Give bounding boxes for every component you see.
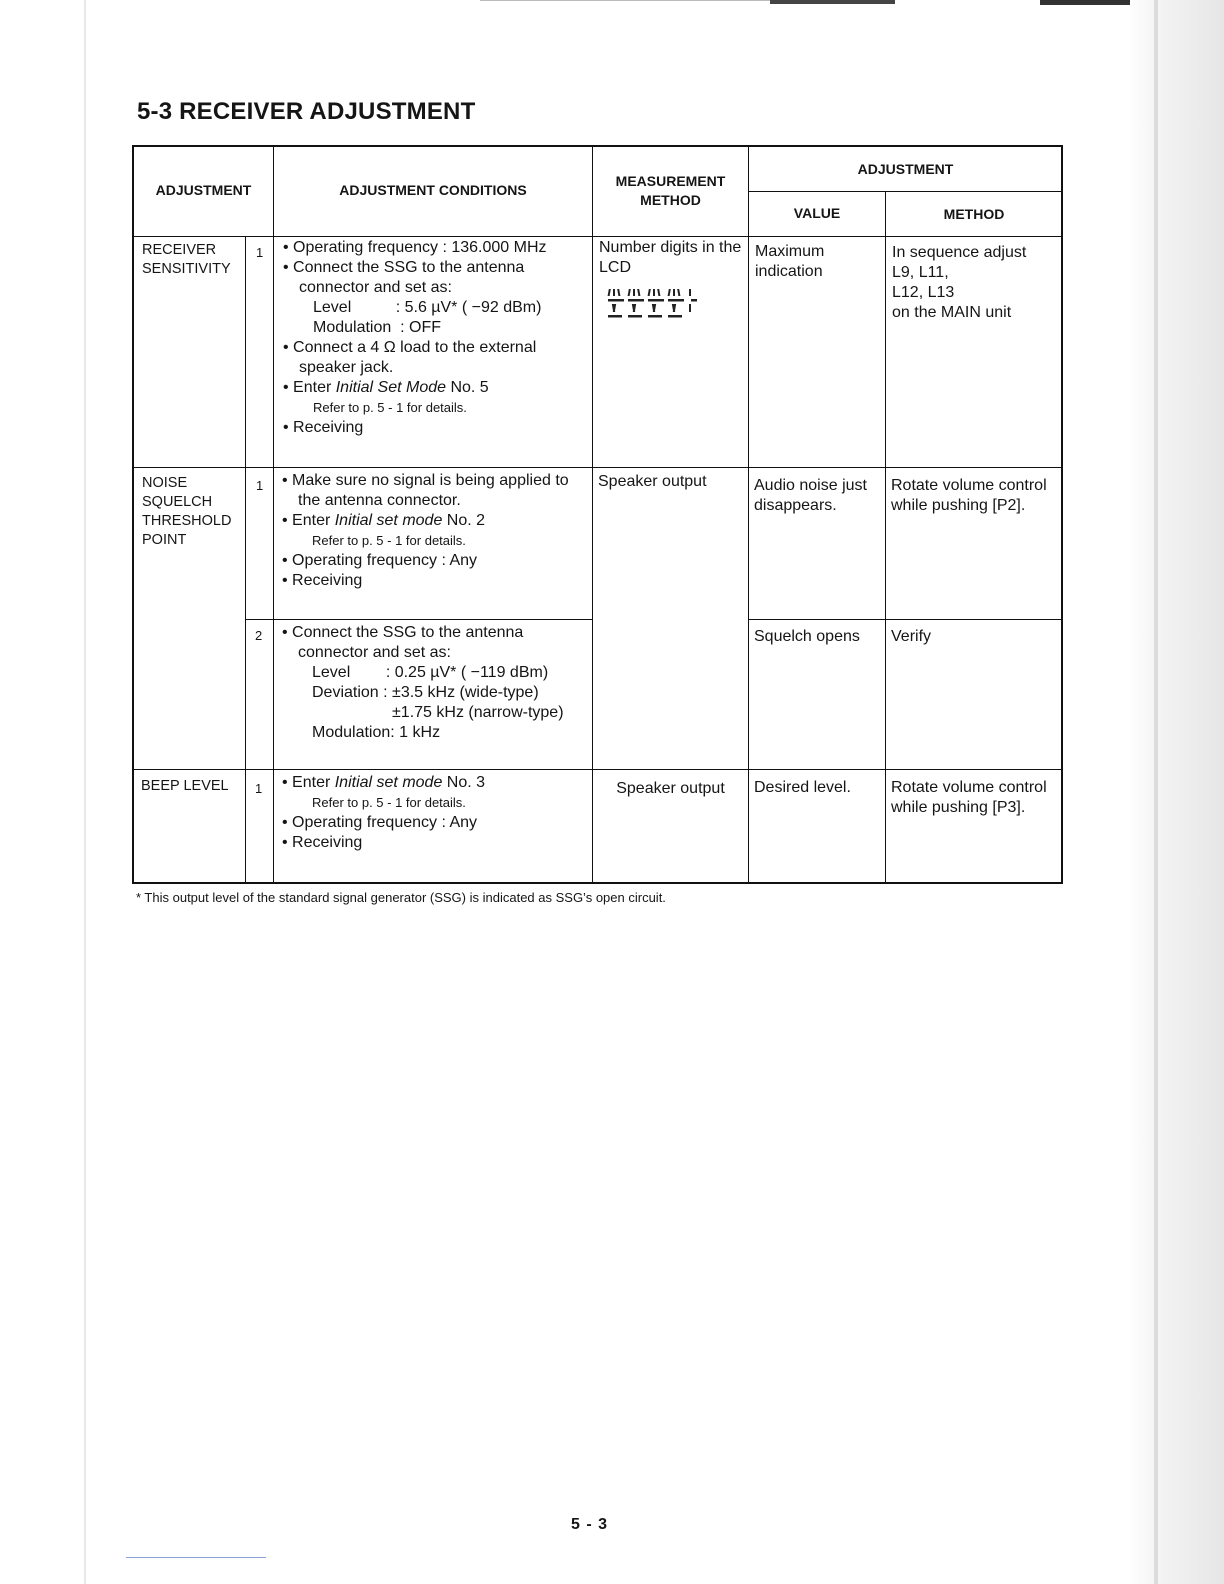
condition-item: • Operating frequency : 136.000 MHz — [283, 239, 547, 256]
row-label-receiver-sensitivity — [142, 241, 242, 279]
condition-item: • Enter Initial set mode No. 2 — [282, 512, 486, 529]
scan-top-mark — [1040, 0, 1130, 5]
table-divider — [592, 146, 593, 883]
condition-refer: Refer to p. 5 - 1 for details. — [313, 400, 467, 415]
condition-text: Connect a 4 Ω load to the external speaker jack. — [293, 339, 537, 376]
condition-modulation: Modulation : OFF — [313, 319, 442, 336]
conditions-receiver-sensitivity — [283, 238, 583, 438]
step-number: 2 — [255, 628, 263, 643]
scan-top-line — [480, 0, 770, 1]
condition-prefix: Enter — [292, 774, 335, 791]
table-divider — [245, 619, 593, 620]
lcd-all-segments-icon — [605, 288, 705, 328]
condition-refer: Refer to p. 5 - 1 for details. — [312, 533, 466, 548]
step-number: 1 — [256, 245, 264, 260]
table-divider — [748, 146, 749, 883]
conditions-beep-level — [282, 773, 588, 853]
condition-item: • Receiving — [282, 834, 363, 851]
method-line: L12, L13 — [892, 284, 955, 301]
header-adjustment: ADJUSTMENT — [155, 182, 252, 198]
footnote: * This output level of the standard signal generator (SSG) is indicated as SSG’s open circuit. — [136, 890, 666, 905]
condition-deviation: Deviation : ±3.5 kHz (wide-type) — [312, 684, 539, 701]
step-number: 1 — [256, 478, 264, 493]
condition-item: • Make sure no signal is being applied to the antenna connector. — [282, 472, 569, 509]
header-method: METHOD — [943, 206, 1005, 222]
condition-level: Level : 0.25 µV* ( −119 dBm) — [312, 664, 549, 681]
header-measurement-method — [593, 172, 748, 210]
value-receiver-sensitivity: Maximum indication — [755, 243, 825, 280]
row-label-beep-level: BEEP LEVEL — [141, 778, 229, 794]
row-label-noise-squelch-threshold-point — [142, 474, 242, 550]
condition-suffix: No. 2 — [442, 512, 486, 529]
scan-edge-left — [84, 0, 86, 1584]
condition-item: • Enter Initial set mode No. 3 — [282, 774, 486, 791]
condition-text: Receiving — [293, 419, 364, 436]
table-divider — [245, 237, 246, 883]
condition-item: • Receiving — [282, 572, 363, 589]
conditions-noise-squelch-step-2 — [282, 623, 588, 743]
table-divider — [273, 146, 274, 883]
method-receiver-sensitivity — [892, 243, 1060, 323]
measurement-receiver-sensitivity: Number digits in the LCD — [599, 239, 742, 276]
page-number: 5 - 3 — [571, 1516, 609, 1533]
measurement-noise-squelch: Speaker output — [598, 473, 707, 490]
condition-item: • Operating frequency : Any — [282, 552, 478, 569]
condition-prefix: Enter — [293, 379, 336, 396]
condition-item: • Enter Initial Set Mode No. 5 — [283, 379, 489, 396]
table-divider — [133, 467, 1062, 468]
condition-text: Operating frequency : Any — [292, 814, 478, 831]
scan-top-mark — [770, 0, 895, 4]
condition-suffix: No. 5 — [446, 379, 489, 396]
header-method-line: METHOD — [640, 192, 701, 208]
condition-text: Receiving — [292, 572, 363, 589]
method-noise-squelch-step-2: Verify — [891, 628, 932, 645]
header-measurement-line: MEASUREMENT — [615, 173, 726, 189]
method-line: on the MAIN unit — [892, 304, 1012, 321]
row-label-line: RECEIVER — [142, 242, 217, 258]
condition-item: • Connect the SSG to the antenna connector and set as: — [283, 259, 525, 296]
condition-item: • Connect a 4 Ω load to the external speaker jack. — [283, 339, 537, 376]
section-title: 5-3 RECEIVER ADJUSTMENT — [137, 98, 476, 125]
condition-prefix: Enter — [292, 512, 335, 529]
table-divider — [749, 619, 1062, 620]
header-adjustment-group: ADJUSTMENT — [857, 161, 954, 177]
condition-item: • Connect the SSG to the antenna connector and set as: — [282, 624, 524, 661]
condition-item: • Operating frequency : Any — [282, 814, 478, 831]
table-divider — [885, 191, 886, 883]
condition-suffix: No. 3 — [442, 774, 486, 791]
scan-edge-right — [1128, 0, 1224, 1584]
condition-refer: Refer to p. 5 - 1 for details. — [312, 795, 466, 810]
condition-deviation-narrow: ±1.75 kHz (narrow-type) — [312, 704, 564, 721]
condition-mode: Initial set mode — [334, 512, 443, 529]
condition-text: Receiving — [292, 834, 363, 851]
condition-item: • Receiving — [283, 419, 364, 436]
method-line: In sequence adjust — [892, 244, 1027, 261]
condition-mode: Initial Set Mode — [335, 379, 447, 396]
value-beep-level: Desired level. — [754, 779, 851, 796]
condition-text: Connect the SSG to the antenna connector and set as: — [293, 259, 525, 296]
conditions-noise-squelch-step-1 — [282, 471, 588, 591]
header-value: VALUE — [793, 205, 841, 221]
row-label-line: NOISE — [142, 475, 188, 491]
condition-modulation: Modulation: 1 kHz — [312, 724, 441, 741]
row-label-line: SQUELCH — [142, 494, 213, 510]
row-label-line: THRESHOLD — [142, 513, 232, 529]
condition-level: Level : 5.6 µV* ( −92 dBm) — [313, 299, 542, 316]
row-label-line: POINT — [142, 532, 187, 548]
measurement-beep-level: Speaker output — [616, 780, 725, 797]
table-divider — [133, 236, 1062, 237]
condition-text: Connect the SSG to the antenna connector and set as: — [292, 624, 524, 661]
method-line: L9, L11, — [892, 264, 949, 281]
table-divider — [133, 769, 1062, 770]
method-beep-level: Rotate volume control while pushing [P3]. — [891, 779, 1047, 816]
condition-mode: Initial set mode — [334, 774, 443, 791]
table-divider — [749, 191, 1062, 192]
scan-bottom-line — [126, 1557, 266, 1558]
value-noise-squelch-step-2: Squelch opens — [754, 628, 860, 645]
step-number: 1 — [255, 781, 263, 796]
header-adjustment-conditions: ADJUSTMENT CONDITIONS — [339, 182, 527, 198]
condition-text: Operating frequency : Any — [292, 552, 478, 569]
condition-text: Make sure no signal is being applied to the antenna connector. — [292, 472, 569, 509]
condition-text: Operating frequency : 136.000 MHz — [293, 239, 547, 256]
value-noise-squelch-step-1: Audio noise just disappears. — [754, 477, 867, 514]
row-label-line: SENSITIVITY — [142, 261, 231, 277]
method-noise-squelch-step-1: Rotate volume control while pushing [P2]. — [891, 477, 1047, 514]
